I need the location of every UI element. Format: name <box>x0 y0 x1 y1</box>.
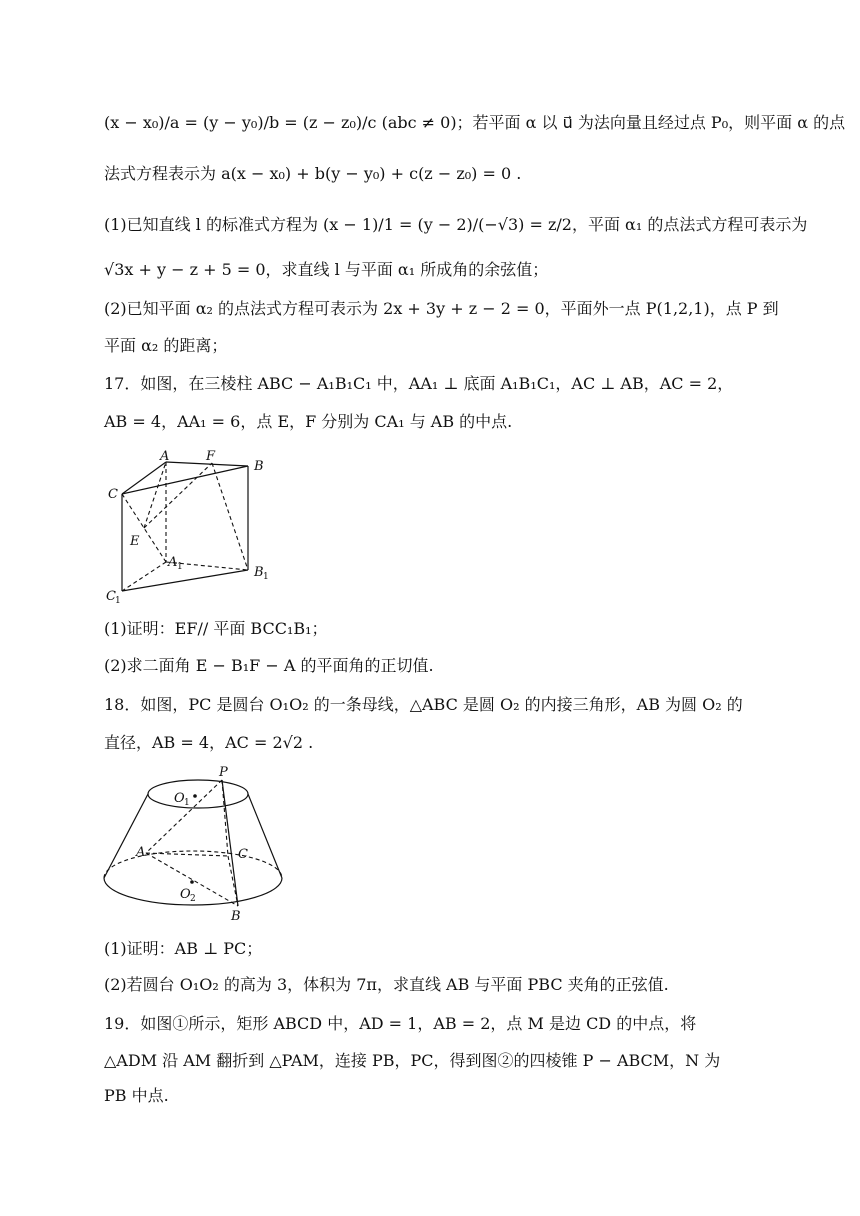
text-line-7: 17．如图，在三棱柱 ABC − A₁B₁C₁ 中，AA₁ ⊥ 底面 A₁B₁C₁，AC ⊥ AB，AC = 2， <box>104 374 734 393</box>
label-A: A <box>136 845 146 860</box>
prism-figure <box>100 444 280 606</box>
label-A1: A <box>168 555 178 570</box>
text-line-16: △ADM 沿 AM 翻折到 △PAM，连接 PB，PC，得到图②的四棱锥 P − ABCM，N 为 <box>104 1051 721 1070</box>
label-B1: B <box>254 565 264 580</box>
label-B: B <box>231 909 241 924</box>
label-C: C <box>108 487 118 502</box>
label-O1-sub: 1 <box>184 798 190 808</box>
label-E: E <box>130 534 140 549</box>
text-line-1: (x − x₀)/a = (y − y₀)/b = (z − z₀)/c (abc ≠ 0)；若平面 α 以 u⃗ 为法向量且经过点 P₀，则平面 α 的点 <box>104 113 846 132</box>
text-line-15: 19．如图①所示，矩形 ABCD 中，AD = 1，AB = 2，点 M 是边 CD 的中点，将 <box>104 1014 697 1033</box>
label-P: P <box>219 765 228 780</box>
frustum-figure <box>100 764 290 924</box>
label-O2: O <box>180 887 191 902</box>
text-line-4: √3x + y − z + 5 = 0，求直线 l 与平面 α₁ 所成角的余弦值； <box>104 260 549 279</box>
label-O1: O <box>174 791 185 806</box>
text-line-2: 法式方程表示为 a(x − x₀) + b(y − y₀) + c(z − z₀) = 0 . <box>104 164 522 183</box>
label-C: C <box>238 847 248 862</box>
label-A: A <box>160 449 170 464</box>
text-line-13: (1)证明：AB ⊥ PC； <box>104 939 263 958</box>
label-O2-sub: 2 <box>190 894 196 904</box>
text-line-3: (1)已知直线 l 的标准式方程为 (x − 1)/1 = (y − 2)/(−√3) = z/2，平面 α₁ 的点法式方程可表示为 <box>104 215 808 234</box>
label-F: F <box>206 449 216 464</box>
text-line-14: (2)若圆台 O₁O₂ 的高为 3，体积为 7π，求直线 AB 与平面 PBC 夹角的正弦值. <box>104 975 669 994</box>
label-C1-sub: 1 <box>115 596 121 606</box>
text-line-12: 直径，AB = 4，AC = 2√2 . <box>104 733 314 752</box>
text-line-6: 平面 α₂ 的距离； <box>104 336 228 355</box>
text-line-5: (2)已知平面 α₂ 的点法式方程可表示为 2x + 3y + z − 2 = 0，平面外一点 P(1,2,1)，点 P 到 <box>104 299 779 318</box>
text-line-10: (2)求二面角 E − B₁F − A 的平面角的正切值. <box>104 656 434 675</box>
label-A1-sub: 1 <box>177 562 183 572</box>
text-line-11: 18．如图，PC 是圆台 O₁O₂ 的一条母线，△ABC 是圆 O₂ 的内接三角形，AB 为圆 O₂ 的 <box>104 695 743 714</box>
text-line-8: AB = 4，AA₁ = 6，点 E，F 分别为 CA₁ 与 AB 的中点. <box>104 412 513 431</box>
label-C1: C <box>106 589 116 604</box>
text-line-9: (1)证明：EF// 平面 BCC₁B₁； <box>104 619 328 638</box>
text-line-17: PB 中点. <box>104 1086 169 1105</box>
label-B: B <box>254 459 264 474</box>
label-B1-sub: 1 <box>263 572 269 582</box>
